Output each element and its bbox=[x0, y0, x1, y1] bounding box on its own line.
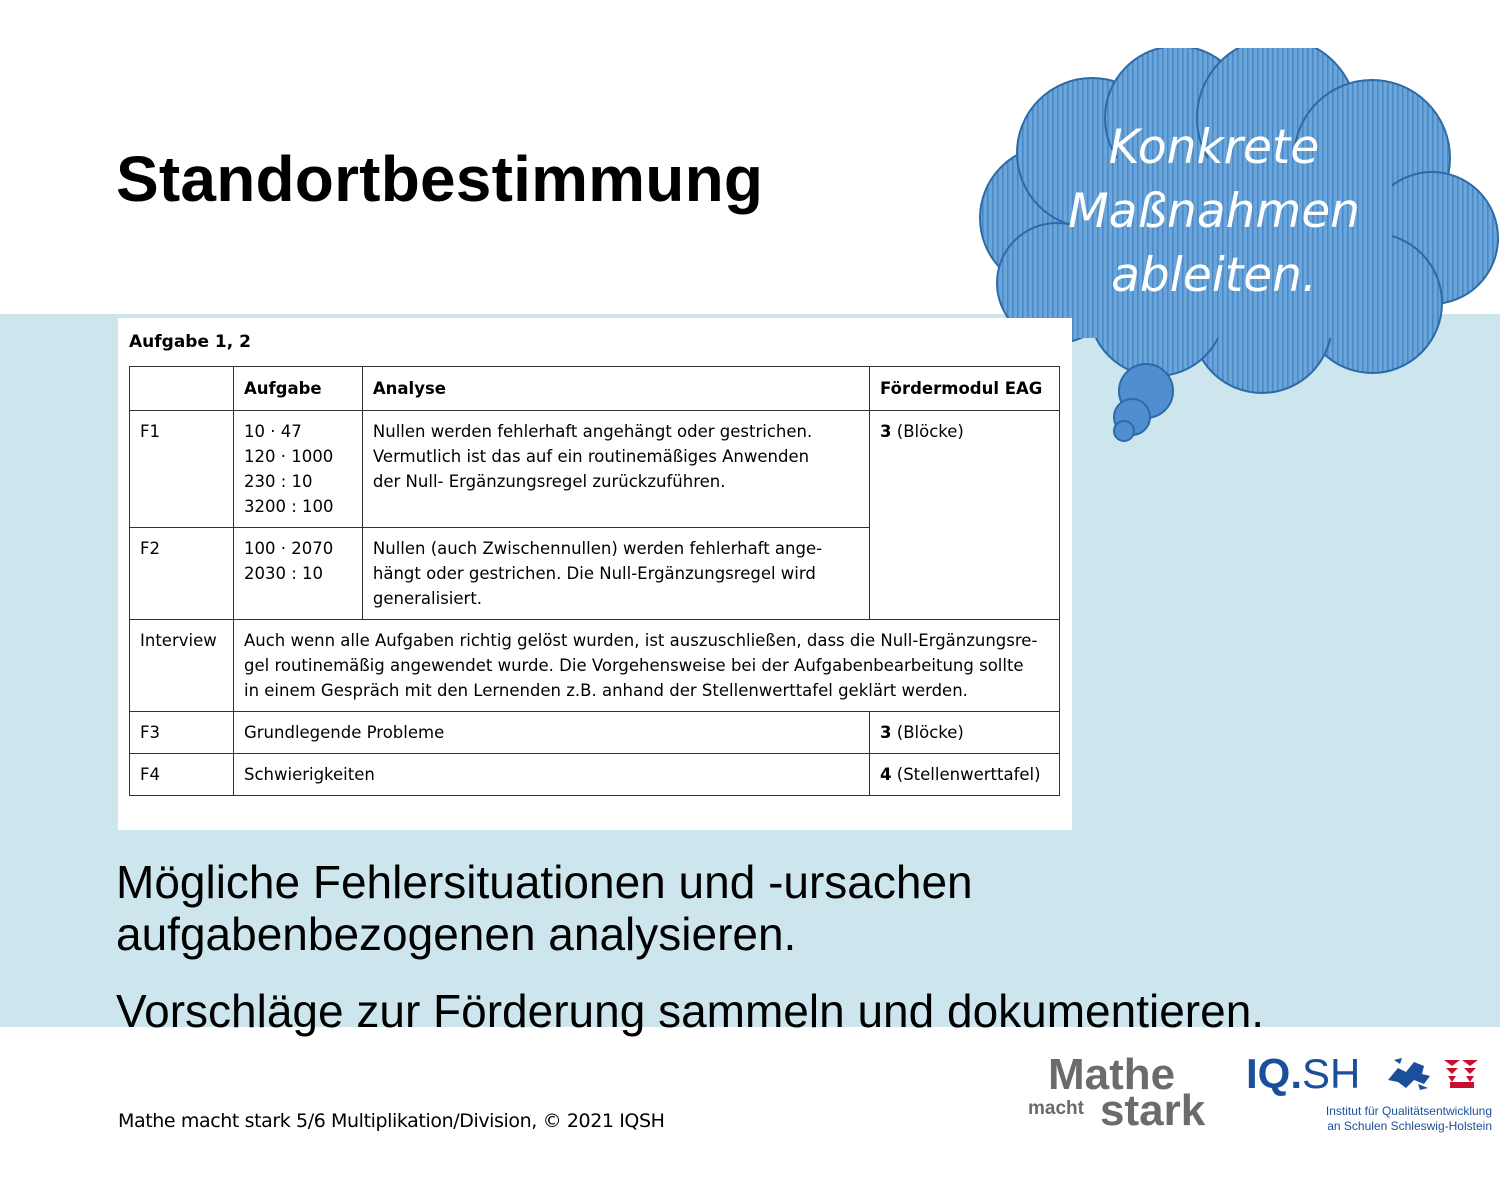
mathe-macht-stark-logo bbox=[1026, 1048, 1226, 1138]
foerder-text: (Blöcke) bbox=[891, 422, 964, 441]
header-aufgabe: Aufgabe bbox=[233, 367, 362, 411]
analysis-table bbox=[129, 366, 1060, 796]
table-row bbox=[130, 620, 1060, 712]
logo-word-mathe: Mathe bbox=[1048, 1050, 1176, 1099]
row-text: Schwierigkeiten bbox=[233, 754, 869, 796]
body-text-analysis: Mögliche Fehlersituationen und -ursachen aufgabenbezogenen analysieren. bbox=[116, 856, 973, 960]
header-empty bbox=[130, 367, 234, 411]
row-foerdermodul bbox=[870, 754, 1060, 796]
foerder-number: 3 bbox=[880, 723, 892, 742]
row-interview-text: Auch wenn alle Aufgaben richtig gelöst wurden, ist auszuschließen, dass die Null-Ergänzungsre- gel routinemäßig angewendet wurde. Die Vorgehensweise bei der Aufgabenbearbeitung sollte in einem Gespräch mit den Lernenden z.B. anhand der Stellenwerttafel geklärt werden. bbox=[233, 620, 1059, 712]
row-label: Interview bbox=[130, 620, 234, 712]
logo-word-macht: macht bbox=[1028, 1098, 1084, 1119]
header-foerdermodul: Fördermodul EAG bbox=[870, 367, 1060, 411]
cloud-text: Konkrete Maßnahmen ableiten. bbox=[1068, 120, 1360, 303]
body-text-suggestions: Vorschläge zur Förderung sammeln und dokumentieren. bbox=[116, 985, 1265, 1037]
row-aufgabe: 10 · 47 120 · 1000 230 : 10 3200 : 100 bbox=[233, 411, 362, 528]
foerder-text: (Blöcke) bbox=[891, 723, 964, 742]
iqsh-subtitle: Institut für Qualitätsentwicklung an Schulen Schleswig-Holstein bbox=[1325, 1104, 1492, 1133]
row-analyse: Nullen (auch Zwischennullen) werden fehlerhaft ange- hängt oder gestrichen. Die Null-Ergänzungsregel wird generalisiert. bbox=[362, 528, 869, 620]
row-foerdermodul bbox=[870, 411, 1060, 620]
iqsh-logo bbox=[1246, 1050, 1496, 1140]
table-row bbox=[130, 411, 1060, 528]
row-label: F4 bbox=[130, 754, 234, 796]
table-row bbox=[130, 712, 1060, 754]
row-label: F3 bbox=[130, 712, 234, 754]
logo-word-stark: stark bbox=[1100, 1086, 1206, 1135]
row-foerdermodul bbox=[870, 712, 1060, 754]
coat-of-arms-icon bbox=[1384, 1054, 1496, 1094]
table-heading: Aufgabe 1, 2 bbox=[129, 332, 251, 352]
slide-title: Standortbestimmung bbox=[116, 143, 764, 215]
analysis-table-card bbox=[118, 318, 1072, 830]
foerder-number: 4 bbox=[880, 765, 892, 784]
iqsh-light: SH bbox=[1302, 1050, 1361, 1097]
foerder-number: 3 bbox=[880, 422, 892, 441]
table-row bbox=[130, 754, 1060, 796]
row-text: Grundlegende Probleme bbox=[233, 712, 869, 754]
table-header-row bbox=[130, 367, 1060, 411]
header-analyse: Analyse bbox=[362, 367, 869, 411]
row-label: F1 bbox=[130, 411, 234, 528]
row-aufgabe: 100 · 2070 2030 : 10 bbox=[233, 528, 362, 620]
row-analyse: Nullen werden fehlerhaft angehängt oder gestrichen. Vermutlich ist das auf ein routinemäßiges Anwenden der Null- Ergänzungsregel zurückzuführen. bbox=[362, 411, 869, 528]
iqsh-wordmark bbox=[1246, 1050, 1360, 1098]
footer-credit: Mathe macht stark 5/6 Multiplikation/Division, © 2021 IQSH bbox=[118, 1110, 665, 1132]
foerder-text: (Stellenwerttafel) bbox=[891, 765, 1041, 784]
iqsh-bold: IQ. bbox=[1246, 1050, 1303, 1097]
row-label: F2 bbox=[130, 528, 234, 620]
